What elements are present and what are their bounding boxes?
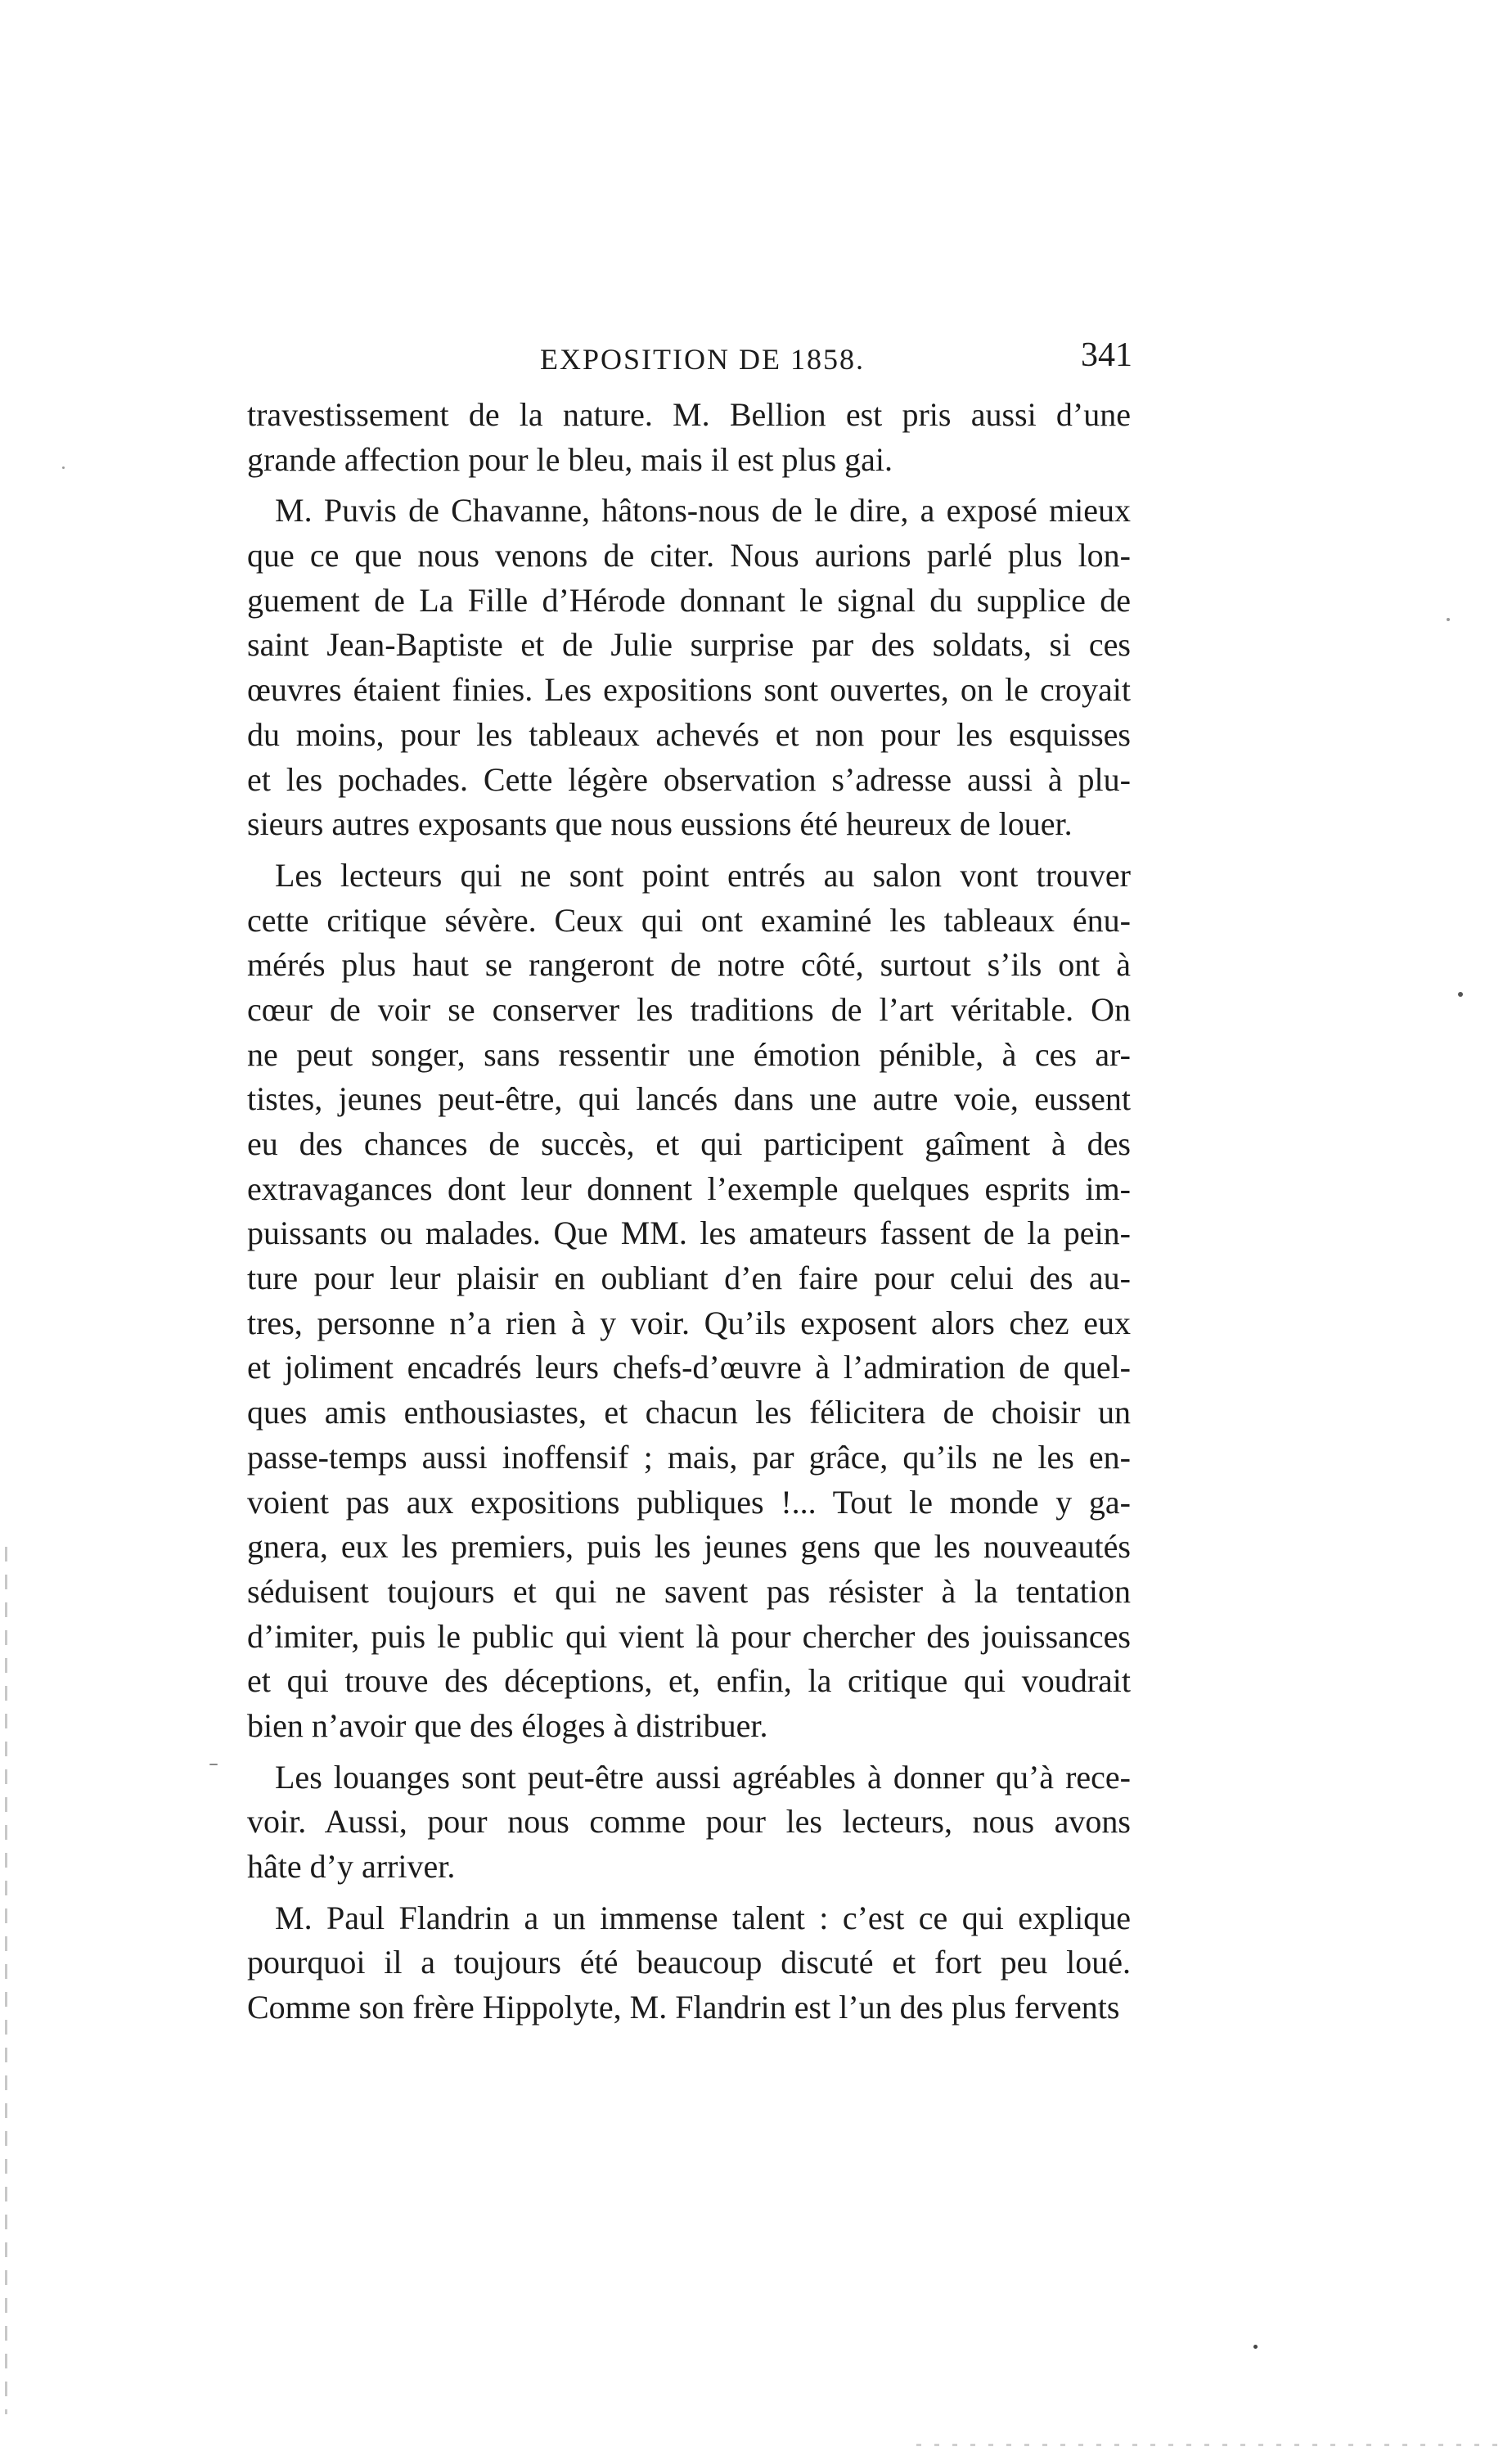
text-line: cette critique sévère. Ceux qui ont examiné les tableaux énu- (247, 901, 1131, 939)
text-line: extravagances dont leur donnent l’exemple quelques esprits im- (247, 1169, 1131, 1207)
text-line: œuvres étaient finies. Les expositions sont ouvertes, on le croyait (247, 671, 1131, 709)
text-line: gnera, eux les premiers, puis les jeunes gens que les nouveautés (247, 1528, 1131, 1566)
text-line: guement de La Fille d’Hérode donnant le signal du supplice de (247, 581, 1131, 619)
text-line: eu des chances de succès, et qui participent gaîment à des (247, 1125, 1131, 1162)
text-line: voir. Aussi, pour nous comme pour les lecteurs, nous avons (247, 1803, 1131, 1841)
page-number: 341 (1081, 336, 1132, 374)
text-line: ques amis enthousiastes, et chacun les félicitera de choisir un (247, 1394, 1131, 1431)
text-line: ne peut songer, sans ressentir une émotion pénible, à ces ar- (247, 1035, 1131, 1073)
page-header (247, 336, 1147, 381)
text-line: bien n’avoir que des éloges à distribuer. (247, 1706, 768, 1744)
text-line: et les pochades. Cette légère observation s’adresse aussi à plu- (247, 760, 1131, 798)
print-speck (1447, 618, 1450, 621)
text-line: d’imiter, puis le public qui vient là pour chercher des jouissances (247, 1617, 1131, 1655)
running-title: EXPOSITION DE 1858. (540, 343, 865, 376)
text-line: et qui trouve des déceptions, et, enfin, la critique qui voudrait (247, 1662, 1131, 1700)
text-line: mérés plus haut se rangeront de notre côté, surtout s’ils ont à (247, 946, 1131, 984)
paragraph (247, 854, 1131, 1749)
text-line: pourquoi il a toujours été beaucoup discuté et fort peu loué. (247, 1944, 1131, 1981)
text-line: tistes, jeunes peut-être, qui lancés dans une autre voie, eussent (247, 1080, 1131, 1118)
text-line: voient pas aux expositions publiques !... Tout le monde y ga- (247, 1483, 1131, 1521)
scan-edge-dots (916, 2444, 1505, 2446)
text-line: sieurs autres exposants que nous eussions été heureux de louer. (247, 805, 1073, 843)
paragraph (247, 393, 1131, 482)
text-line: et joliment encadrés leurs chefs-d’œuvre à l’admiration de quel- (247, 1349, 1131, 1386)
text-line: Les louanges sont peut-être aussi agréables à donner qu’à rece- (275, 1758, 1131, 1796)
scan-margin-mark (5, 1547, 7, 2414)
text-line: que ce que nous venons de citer. Nous aurions parlé plus lon- (247, 537, 1131, 575)
print-speck (209, 1764, 218, 1765)
paragraph (247, 1755, 1131, 1890)
text-line: Les lecteurs qui ne sont point entrés au salon vont trouver (275, 856, 1131, 894)
paragraph (247, 489, 1131, 847)
text-line: séduisent toujours et qui ne savent pas résister à la tentation (247, 1572, 1131, 1610)
print-speck (1458, 992, 1463, 997)
text-line: Comme son frère Hippolyte, M. Flandrin est l’un des plus fervents (247, 1989, 1120, 2026)
text-line: ture pour leur plaisir en oubliant d’en faire pour celui des au- (247, 1260, 1131, 1297)
text-line: puissants ou malades. Que MM. les amateurs fassent de la pein- (247, 1214, 1131, 1252)
text-line: grande affection pour le bleu, mais il est plus gai. (247, 440, 893, 478)
text-line: travestissement de la nature. M. Bellion est pris aussi d’une (247, 396, 1131, 433)
text-line: hâte d’y arriver. (247, 1848, 456, 1885)
text-line: M. Puvis de Chavanne, hâtons-nous de le dire, a exposé mieux (275, 492, 1131, 530)
text-line: saint Jean-Baptiste et de Julie surprise par des soldats, si ces (247, 626, 1131, 664)
text-line: du moins, pour les tableaux achevés et non pour les esquisses (247, 715, 1131, 753)
text-line: cœur de voir se conserver les traditions de l’art véritable. On (247, 990, 1131, 1028)
text-line: M. Paul Flandrin a un immense talent : c’est ce qui explique (275, 1899, 1131, 1936)
print-speck (1253, 2345, 1258, 2349)
print-speck (62, 466, 65, 469)
paragraph (247, 1896, 1131, 2030)
text-line: passe-temps aussi inoffensif ; mais, par grâce, qu’ils ne les en- (247, 1438, 1131, 1476)
body-text (247, 393, 1131, 2030)
text-line: tres, personne n’a rien à y voir. Qu’ils exposent alors chez eux (247, 1304, 1131, 1341)
